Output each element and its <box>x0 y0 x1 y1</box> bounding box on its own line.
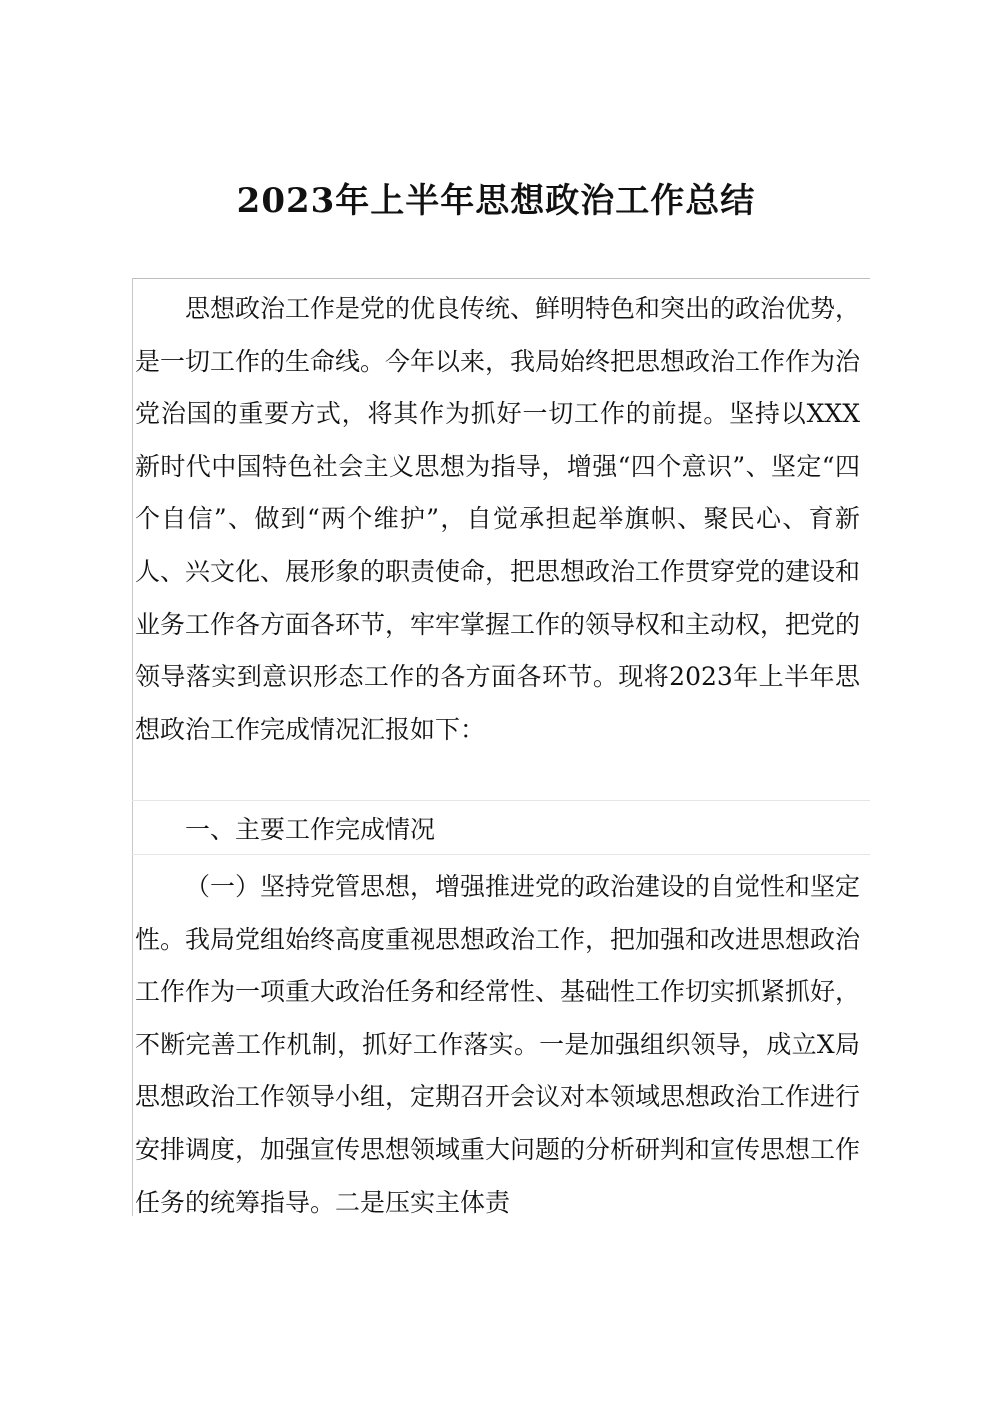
paragraph-divider <box>132 800 870 801</box>
section-heading: 一、主要工作完成情况 <box>185 815 436 844</box>
page-title: 2023年上半年思想政治工作总结 <box>236 181 756 221</box>
frame-left-rule <box>132 278 133 1216</box>
paragraph-divider <box>132 854 870 855</box>
frame-top-rule <box>132 278 870 279</box>
intro-paragraph: 思想政治工作是党的优良传统、鲜明特色和突出的政治优势，是一切工作的生命线。今年以来，我局始终把思想政治工作作为治党治国的重要方式，将其作为抓好一切工作的前提。坚持以XXX新时代中国特色社会主义思想为指导，增强“四个意识”、坚定“四个自信”、做到“两个维护”，自觉承担起举旗帜、聚民心、育新人、兴文化、展形象的职责使命，把思想政治工作贯穿党的建设和业务工作各方面各环节，牢牢掌握工作的领导权和主动权，把党的领导落实到意识形态工作的各方面各环节。现将2023年上半年思想政治工作完成情况汇报如下： <box>135 294 861 744</box>
section-1-paragraph: （一）坚持党管思想，增强推进党的政治建设的自觉性和坚定性。我局党组始终高度重视思想政治工作，把加强和改进思想政治工作作为一项重大政治任务和经常性、基础性工作切实抓紧抓好，不断完善工作机制，抓好工作落实。一是加强组织领导，成立X局思想政治工作领导小组，定期召开会议对本领域思想政治工作进行安排调度，加强宣传思想领域重大问题的分析研判和宣传思想工作任务的统筹指导。二是压实主体责 <box>135 872 861 1217</box>
